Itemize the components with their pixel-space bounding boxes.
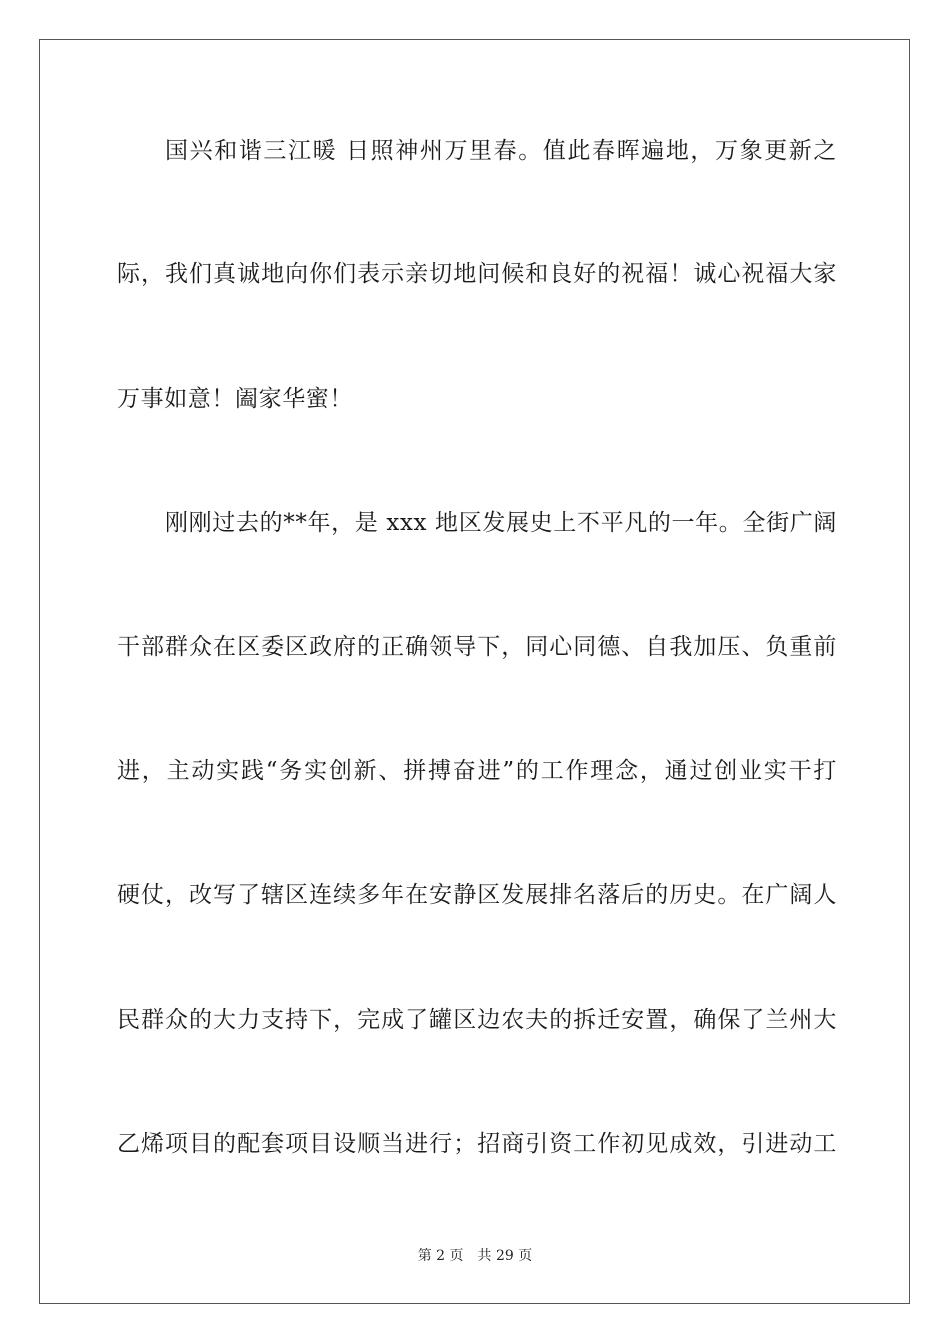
paragraph-2-line-1: 刚刚过去的**年，是 xxx 地区发展史上不平凡的一年。全街广阔: [165, 510, 837, 536]
paragraph-1-line-3: 万事如意！阖家华蜜！: [117, 386, 353, 412]
page-footer: [0, 1247, 950, 1265]
page-number: 第 2 页: [417, 1248, 464, 1264]
page-border: [39, 39, 910, 1304]
paragraph-2-line-6: 乙烯项目的配套项目设顺当进行；招商引资工作初见成效，引进动工: [117, 1131, 837, 1157]
paragraph-2-line-2: 干部群众在区委区政府的正确领导下，同心同德、自我加压、负重前: [117, 634, 837, 660]
paragraph-2-line-4: 硬仗，改写了辖区连续多年在安静区发展排名落后的历史。在广阔人: [117, 882, 837, 908]
paragraph-1-line-2: 际，我们真诚地向你们表示亲切地问候和良好的祝福！诚心祝福大家: [117, 261, 837, 287]
paragraph-1-line-1: 国兴和谐三江暖 日照神州万里春。值此春晖遍地，万象更新之: [165, 138, 837, 164]
paragraph-2-line-3: 进，主动实践“务实创新、拼搏奋进”的工作理念，通过创业实干打: [117, 758, 837, 784]
page-total: 共 29 页: [477, 1248, 533, 1264]
paragraph-2-line-5: 民群众的大力支持下，完成了罐区边农夫的拆迁安置，确保了兰州大: [117, 1007, 837, 1033]
